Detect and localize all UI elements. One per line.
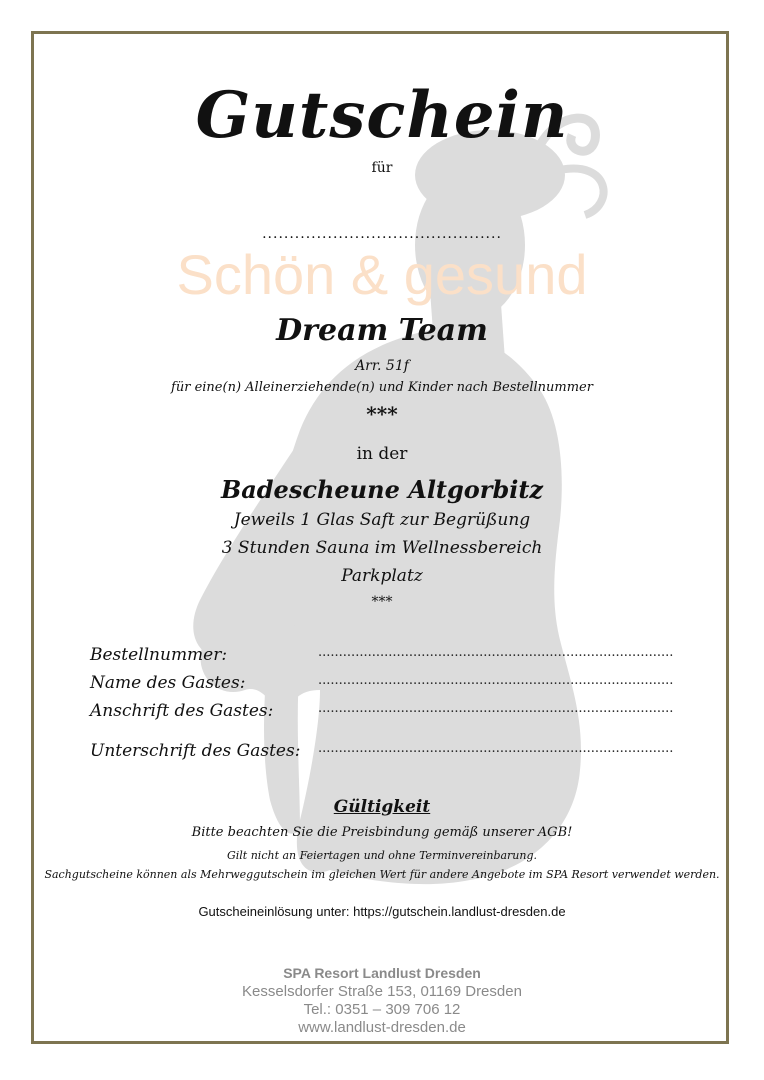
venue-name: Badescheune Altgorbitz: [220, 475, 544, 504]
order-number-field: [90, 645, 674, 671]
guest-address-field: [90, 701, 674, 727]
footer-address: Kesselsdorfer Straße 153, 01169 Dresden: [242, 983, 522, 1000]
order-number-line: ......................................................................................: [318, 645, 674, 660]
watermark-text: Schön & gesund: [176, 243, 588, 306]
footer-website: www.landlust-dresden.de: [298, 1019, 466, 1036]
guest-signature-label: Unterschrift des Gastes:: [90, 741, 301, 761]
validity-line: Gilt nicht an Feiertagen und ohne Terminvereinbarung.: [226, 849, 538, 862]
guest-name-label: Name des Gastes:: [90, 673, 246, 693]
guest-name-line: ......................................................................................: [318, 673, 674, 688]
guest-address-label: Anschrift des Gastes:: [90, 701, 274, 721]
validity-heading: Gültigkeit: [333, 797, 431, 817]
guest-signature-line: ......................................................................................: [318, 741, 674, 756]
guest-address-line: ......................................................................................: [318, 701, 674, 716]
recipient-name-line: ............................................: [262, 226, 502, 242]
guest-name-field: [90, 673, 674, 699]
order-number-label: Bestellnummer:: [90, 645, 228, 665]
footer-company: SPA Resort Landlust Dresden: [283, 965, 481, 981]
arrangement-code: Arr. 51f: [355, 358, 409, 374]
offer-name: Dream Team: [276, 313, 488, 348]
separator-bottom: ***: [371, 594, 393, 610]
redeem-info: Gutscheineinlösung unter: https://gutschein.landlust-dresden.de: [198, 904, 566, 919]
recipient-label: für: [371, 160, 393, 176]
service-item: Parkplatz: [341, 566, 423, 586]
validity-line: Sachgutscheine können als Mehrweggutschein im gleichen Wert für andere Angebote im SPA Resort verwendet werden.: [44, 868, 720, 881]
service-item: 3 Stunden Sauna im Wellnessbereich: [221, 538, 543, 558]
validity-line: Bitte beachten Sie die Preisbindung gemäß unserer AGB!: [191, 825, 573, 840]
voucher-title: Gutschein: [195, 78, 569, 153]
offer-description: für eine(n) Alleinerziehende(n) und Kinder nach Bestellnummer: [171, 380, 593, 395]
footer-phone: Tel.: 0351 – 309 706 12: [303, 1001, 461, 1018]
venue-prefix: in der: [356, 444, 408, 464]
separator-top: ***: [366, 402, 398, 426]
guest-signature-field: [90, 741, 674, 767]
service-item: Jeweils 1 Glas Saft zur Begrüßung: [233, 510, 531, 530]
